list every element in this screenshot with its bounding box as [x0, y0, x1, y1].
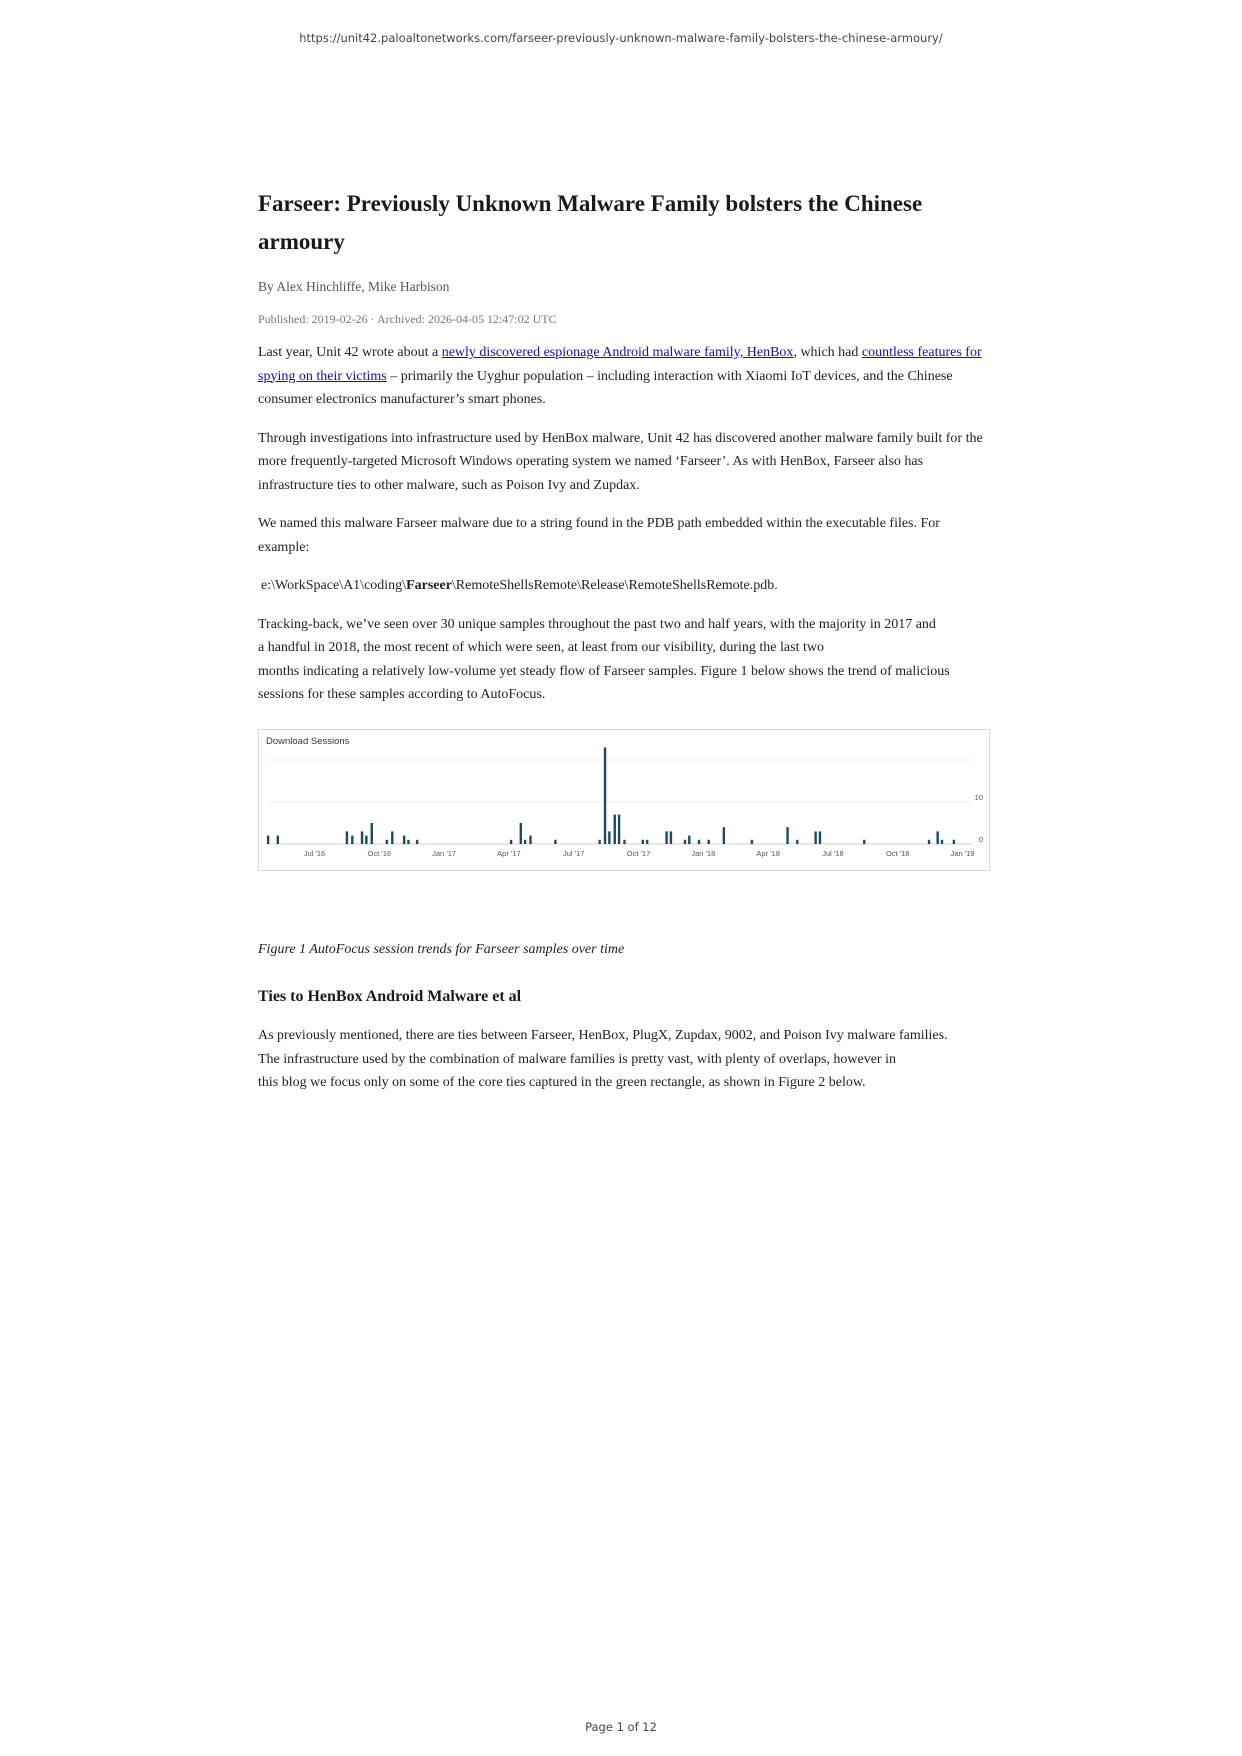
- chart-bar: [529, 835, 531, 843]
- pdb-path-suffix: \RemoteShellsRemote\Release\RemoteShellsRemote.pdb.: [451, 578, 778, 593]
- chart-svg: [259, 730, 989, 870]
- chart-bar: [928, 839, 930, 843]
- chart-bar: [941, 839, 943, 843]
- chart-bar: [723, 827, 725, 844]
- paragraph-intro: [258, 341, 990, 412]
- text-line: this blog we focus only on some of the core ties captured in the green rectangle, as shown in Figure 2 below.: [258, 1075, 866, 1090]
- spying-features-link[interactable]: countless features for spying on their victims: [258, 345, 982, 384]
- y-tick-label: 10: [974, 792, 983, 802]
- text-line: As previously mentioned, there are ties between Farseer, HenBox, PlugX, Zupdax, 9002, and Poison Ivy malware families.: [258, 1028, 948, 1043]
- text-span: – primarily the Uyghur population – including interaction with Xiaomi IoT devices, and the Chinese consumer electronics manufacturer’s smart phones.: [258, 368, 953, 407]
- text-line: a handful in 2018, the most recent of which were seen, at least from our visibility, during the last two: [258, 640, 824, 655]
- chart-bar: [618, 814, 620, 843]
- article: [258, 185, 990, 1095]
- x-tick-label: Jul '18: [822, 848, 844, 858]
- chart-bar: [520, 823, 522, 844]
- chart-bar: [665, 831, 667, 844]
- text-line: Tracking-back, we’ve seen over 30 unique samples throughout the past two and half years, with the majority in 2017 and: [258, 616, 936, 632]
- chart-bar: [365, 835, 367, 843]
- chart-bar: [936, 831, 938, 844]
- chart-bar: [351, 835, 353, 843]
- chart-bar: [684, 839, 686, 843]
- chart-title: Download Sessions: [266, 735, 350, 747]
- chart-bar: [796, 839, 798, 843]
- x-tick-label: Apr '17: [497, 848, 521, 858]
- chart-bar: [698, 839, 700, 843]
- chart-bar: [346, 831, 348, 844]
- x-tick-label: Jan '19: [950, 848, 975, 858]
- chart-bar: [277, 835, 279, 843]
- chart-bar: [642, 839, 644, 843]
- pdb-path-farseer: Farseer: [406, 578, 452, 593]
- chart-bar: [708, 839, 710, 843]
- paragraph-tracking: [258, 613, 990, 707]
- download-sessions-chart: [258, 729, 990, 871]
- chart-bar: [604, 747, 606, 844]
- chart-bar: [819, 831, 821, 844]
- chart-bar: [267, 835, 269, 843]
- chart-bar: [554, 839, 556, 843]
- x-tick-label: Jan '17: [432, 848, 457, 858]
- chart-bar: [786, 827, 788, 844]
- paragraph-infrastructure: Through investigations into infrastructure used by HenBox malware, Unit 42 has discovered another malware family built for the more frequently-targeted Microsoft Windows operating system we named ‘Farseer’. As with HenBox, Farseer also has infrastructure ties to other malware, such as Poison Ivy and Zupdax.: [258, 430, 983, 493]
- text-line: The infrastructure used by the combination of malware families is pretty vast, with plenty of overlaps, however in: [258, 1051, 896, 1067]
- text-line: months indicating a relatively low-volume yet steady flow of Farseer samples. Figure 1 below shows the trend of malicious sessions for these samples according to AutoFocus.: [258, 663, 950, 702]
- page-number: Page 1 of 12: [585, 1720, 657, 1734]
- x-tick-label: Oct '18: [885, 848, 910, 858]
- chart-bar: [608, 831, 610, 844]
- paragraph-naming: We named this malware Farseer malware due to a string found in the PDB path embedded within the executable files. For example:: [258, 516, 940, 555]
- x-tick-label: Apr '18: [756, 848, 780, 858]
- chart-bar: [371, 823, 373, 844]
- x-tick-label: Jul '17: [562, 848, 585, 858]
- x-tick-label: Jul '16: [303, 848, 326, 858]
- section-heading: Ties to HenBox Android Malware et al: [258, 988, 522, 1005]
- chart-bar: [688, 835, 690, 843]
- x-tick-label: Oct '16: [367, 848, 392, 858]
- pdb-path: [258, 574, 990, 598]
- x-tick-label: Oct '17: [626, 848, 651, 858]
- chart-bar: [953, 839, 955, 843]
- chart-bar: [751, 839, 753, 843]
- x-tick-label: Jan '18: [691, 848, 716, 858]
- chart-bar: [623, 839, 625, 843]
- chart-bar: [361, 831, 363, 844]
- article-title: Farseer: Previously Unknown Malware Family bolsters the Chinese armoury: [258, 191, 923, 254]
- text-span: Last year, Unit 42 wrote about a: [258, 345, 442, 360]
- chart-bar: [814, 831, 816, 844]
- y-tick-label: 0: [978, 834, 983, 844]
- figure-caption: Figure 1 AutoFocus session trends for Farseer samples over time: [258, 941, 625, 957]
- chart-bar: [646, 839, 648, 843]
- chart-bar: [598, 839, 600, 843]
- page-url: https://unit42.paloaltonetworks.com/farseer-previously-unknown-malware-family-bolsters-the-chinese-armoury/: [299, 31, 943, 45]
- byline: By Alex Hinchliffe, Mike Harbison: [258, 279, 450, 294]
- henbox-link[interactable]: newly discovered espionage Android malware family, HenBox: [441, 345, 794, 360]
- chart-bar: [614, 814, 616, 843]
- chart-bar: [416, 839, 418, 843]
- chart-bar: [407, 839, 409, 843]
- chart-bar: [391, 831, 393, 844]
- chart-bar: [524, 839, 526, 843]
- chart-bar: [386, 839, 388, 843]
- chart-bar: [863, 839, 865, 843]
- paragraph-ties: [258, 1024, 990, 1095]
- chart-bar: [510, 839, 512, 843]
- pdb-path-prefix: e:\WorkSpace\A1\coding\: [261, 578, 407, 593]
- text-span: , which had: [793, 345, 862, 360]
- chart-bar: [403, 835, 405, 843]
- chart-bar: [670, 831, 672, 844]
- publish-meta: Published: 2019-02-26 · Archived: 2026-04-05 12:47:02 UTC: [258, 312, 557, 326]
